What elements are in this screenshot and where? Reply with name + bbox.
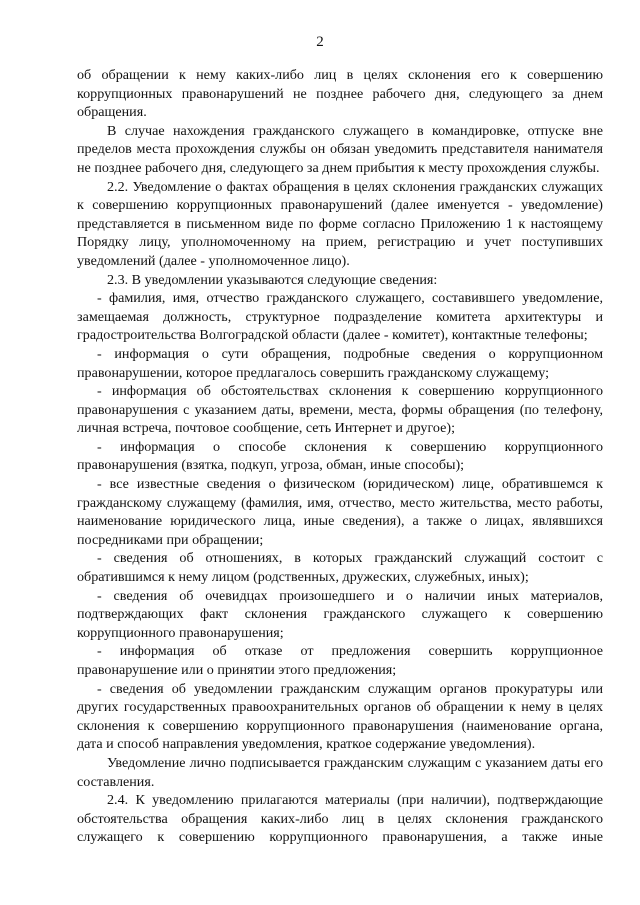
list-item-witnesses: - сведения об очевидцах произошедшего и о наличии иных материалов, подтверждающих факт склонения гражданского служащего к совершению коррупционного правонарушения; <box>77 587 603 641</box>
document-body <box>77 66 603 847</box>
paragraph-2-3: 2.3. В уведомлении указываются следующие сведения: <box>107 271 438 288</box>
paragraph-business-trip: В случае нахождения гражданского служащего в командировке, отпуске вне пределов места прохождения службы он обязан уведомить представителя нанимателя не позднее рабочего дня, следующего за днем прибытия к месту прохождения службы. <box>77 122 603 176</box>
list-item-essence: - информация о сути обращения, подробные сведения о коррупционном правонарушении, которое предлагалось совершить гражданскому служащему; <box>77 345 603 381</box>
list-item-person-info: - все известные сведения о физическом (юридическом) лице, обратившемся к гражданскому служащему (фамилия, имя, отчество, место жительства, место работы, наименование юридического лица, иные сведения), а также о лицах, являвшихся посредниками при обращении; <box>77 476 603 548</box>
list-item-full-name: - фамилия, имя, отчество гражданского служащего, составившего уведомление, замещаемая должность, структурное подразделение комитета архитектуры и градостроительства Волгоградской области (далее - комитет), контактные телефоны; <box>77 290 603 344</box>
list-item-prosecution-notice: - сведения об уведомлении гражданским служащим органов прокуратуры или других государственных правоохранительных органов об обращении к нему в целях склонения к совершению коррупционного правонарушения (наименование органа, дата и способ направления уведомления, краткое содержание уведомления). <box>77 680 603 753</box>
list-item-relations: - сведения об отношениях, в которых гражданский служащий состоит с обратившимся к нему лицом (родственных, дружеских, служебных, иных); <box>77 550 603 586</box>
paragraph-2-4: 2.4. К уведомлению прилагаются материалы (при наличии), подтверждающие обстоятельства обращения каких-либо лиц в целях склонения гражданского служащего к совершению коррупционного правонарушения, а также иные <box>77 792 603 846</box>
list-item-circumstances: - информация об обстоятельствах склонения к совершению коррупционного правонарушения с указанием даты, времени, места, формы обращения (по телефону, личная встреча, почтовое сообщение, сеть Интернет и другое); <box>77 383 603 437</box>
list-item-method: - информация о способе склонения к совершению коррупционного правонарушения (взятка, подкуп, угроза, обман, иные способы); <box>77 438 603 474</box>
page-number: 2 <box>316 34 324 50</box>
paragraph-2-2: 2.2. Уведомление о фактах обращения в целях склонения гражданских служащих к совершению коррупционных правонарушений (далее именуется - уведомление) представляется в письменном виде по форме согласно Приложению 1 к настоящему Порядку лицу, уполномоченному на прием, регистрацию и учет поступивших уведомлений (далее - уполномоченное лицо). <box>77 178 603 269</box>
list-item-refusal: - информация об отказе от предложения совершить коррупционное правонарушение или о принятии этого предложения; <box>77 643 603 678</box>
paragraph-continuation: об обращении к нему каких-либо лиц в целях склонения его к совершению коррупционных правонарушений не позднее рабочего дня, следующего за днем обращения. <box>77 67 603 121</box>
paragraph-signature: Уведомление лично подписывается гражданским служащим с указанием даты его составления. <box>77 754 603 790</box>
